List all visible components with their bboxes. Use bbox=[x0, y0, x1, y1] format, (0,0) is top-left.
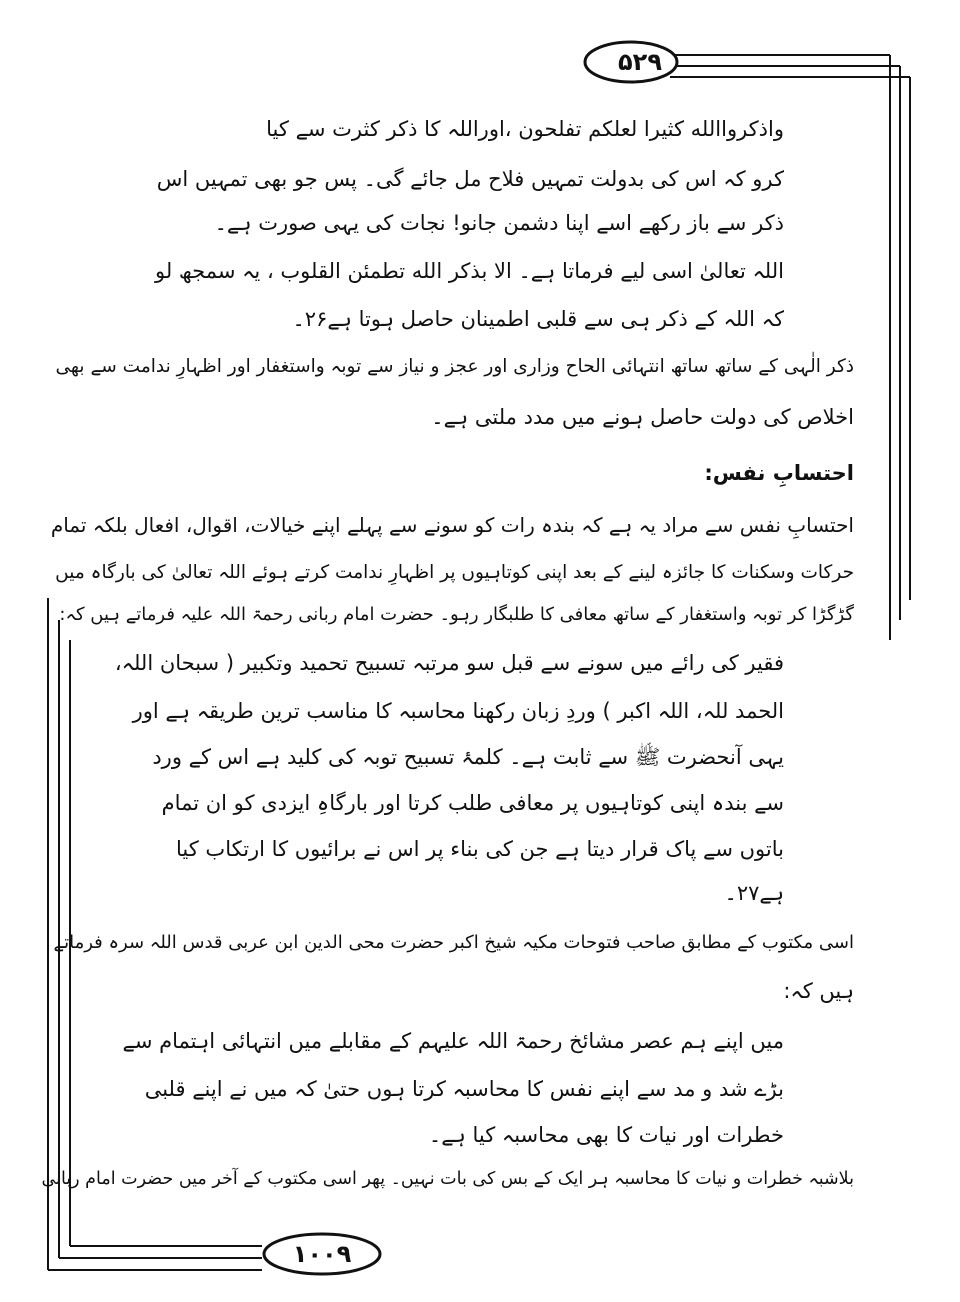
quote2-line-2: بڑے شد و مد سے اپنے نفس کا محاسبہ کرتا ہوں حتیٰ کہ میں نے اپنے قلبی bbox=[144, 1077, 784, 1101]
text-line-12: ہیں کہ: bbox=[783, 979, 854, 1003]
quote2-line-1: میں اپنے ہم عصر مشائخ رحمۃ اللہ علیہم کے مقابلے میں انتہائی اہتمام سے bbox=[122, 1029, 784, 1053]
quote2-line-3: خطرات اور نیات کا بھی محاسبہ کیا ہے۔ bbox=[428, 1123, 784, 1147]
text-line-2: کرو کہ اس کی بدولت تمہیں فلاح مل جائے گی۔ پس جو بھی تمہیں اس bbox=[156, 167, 784, 191]
text-line-7: اخلاص کی دولت حاصل ہونے میں مدد ملتی ہے۔ bbox=[431, 405, 854, 429]
text-line-4: اللہ تعالیٰ اسی لیے فرماتا ہے۔ الا بذکر الله تطمئن القلوب ، یہ سمجھ لو bbox=[154, 259, 784, 283]
text-line-10: گڑگڑا کر توبہ واستغفار کے ساتھ معافی کا طلبگار رہو۔ حضرت امام ربانی رحمۃ اللہ علیہ فرماتے ہیں کہ: bbox=[59, 604, 854, 625]
quote-line-6: ہے۲۷۔ bbox=[724, 881, 784, 905]
text-line-6: ذکر الٰہی کے ساتھ ساتھ انتہائی الحاح وزاری اور عجز و نیاز سے توبہ واستغفار اور اظہارِ ندامت سے بھی bbox=[55, 356, 854, 377]
quote-line-5: باتوں سے پاک قرار دیتا ہے جن کی بناء پر اس نے برائیوں کا ارتکاب کیا bbox=[176, 837, 784, 861]
quote-line-4: سے بندہ اپنی کوتاہیوں پر معافی طلب کرتا اور بارگاہِ ایزدی کو ان تمام bbox=[161, 791, 784, 815]
top-page-number: ۵۲۹ bbox=[618, 48, 662, 76]
text-line-1: واذکرواالله کثیرا لعلکم تفلحون ،اوراللہ کا ذکر کثرت سے کیا bbox=[266, 117, 784, 141]
text-line-8: احتسابِ نفس سے مراد یہ ہے کہ بندہ رات کو سونے سے پہلے اپنے خیالات، اقوال، افعال بلکہ تمام bbox=[50, 513, 854, 537]
quote-line-2: الحمد للہ، اللہ اکبر ) وردِ زبان رکھنا محاسبہ کا مناسب ترین طریقہ ہے اور bbox=[132, 699, 784, 723]
bottom-page-number: ۱۰۰۹ bbox=[292, 1240, 352, 1268]
text-line-13: بلاشبہ خطرات و نیات کا محاسبہ ہر ایک کے بس کی بات نہیں۔ پھر اسی مکتوب کے آخر میں حضرت امام ربانی bbox=[41, 1169, 854, 1189]
text-line-9: حرکات وسکنات کا جائزہ لینے کے بعد اپنی کوتاہیوں پر اظہارِ ندامت کرتے ہوئے اللہ تعالیٰ کی بارگاہ میں bbox=[55, 562, 854, 583]
text-line-11: اسی مکتوب کے مطابق صاحب فتوحات مکیہ شیخ اکبر حضرت محی الدین ابن عربی قدس اللہ سرہ فرماتے bbox=[53, 932, 854, 953]
text-line-5: کہ اللہ کے ذکر ہی سے قلبی اطمینان حاصل ہوتا ہے۲۶۔ bbox=[292, 307, 784, 331]
quote-line-3: یہی آنحضرت ﷺ سے ثابت ہے۔ کلمۂ تسبیح توبہ کی کلید ہے اس کے ورد bbox=[152, 745, 784, 769]
section-heading: احتسابِ نفس: bbox=[704, 461, 854, 485]
quote-line-1: فقیر کی رائے میں سونے سے قبل سو مرتبہ تسبیح تحمید وتکبیر ( سبحان اللہ، bbox=[114, 651, 784, 675]
text-line-3: ذکر سے باز رکھے اسے اپنا دشمن جانو! نجات کی یہی صورت ہے۔ bbox=[214, 211, 784, 235]
